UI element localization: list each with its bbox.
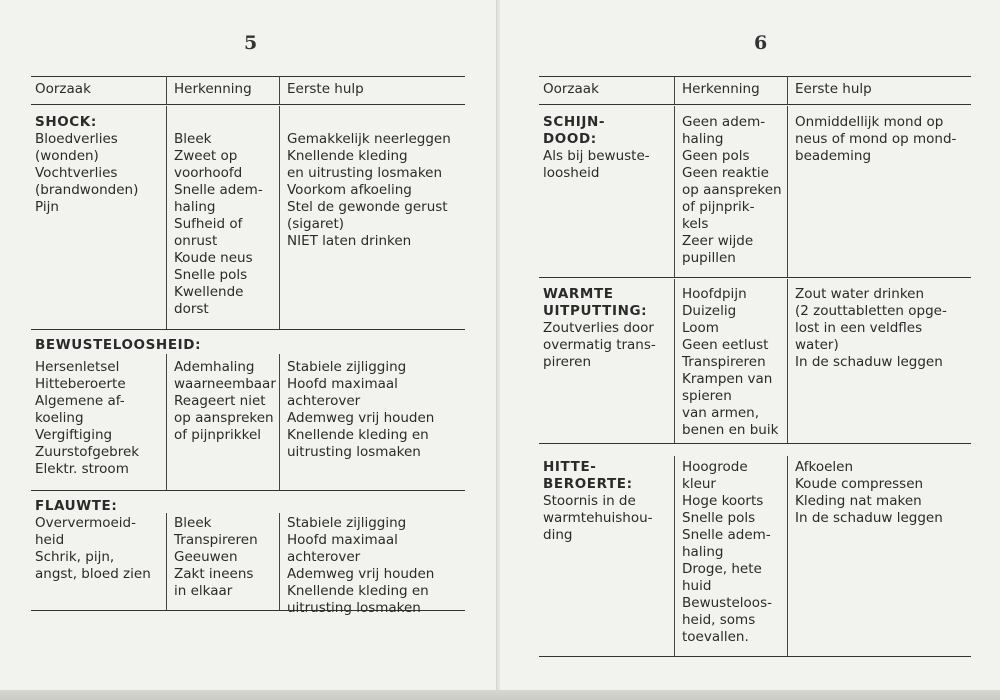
first-aid-table-right — [539, 76, 971, 661]
unconsciousness-recognition: Ademhaling waarneembaar Reageert niet op aanspreken of pijnprikkel — [174, 359, 276, 443]
section-title-shock: SHOCK: — [35, 114, 97, 130]
fainting-first-aid: Stabiele zijligging Hoofd maximaal achterover Ademweg vrij houden Knellende kleding en uitrusting losmaken — [287, 515, 435, 616]
section-title-apparent-death: SCHIJN- DOOD: — [543, 114, 606, 147]
page-bottom-edge — [0, 690, 1000, 700]
heat-exhaustion-first-aid: Zout water drinken (2 zouttabletten opge- lost in een veldfles water) In de schaduw leggen — [795, 286, 947, 370]
heat-exhaustion-cause: Zoutverlies door overmatig trans- pireren — [543, 320, 656, 370]
apparent-death-first-aid: Onmiddellijk mond op neus of mond op mond- beademing — [795, 114, 957, 164]
heat-exhaustion-recognition: Hoofdpijn Duizelig Loom Geen eetlust Transpireren Krampen van spieren van armen, benen en buik — [682, 286, 779, 438]
apparent-death-cause: Als bij bewuste- loosheid — [543, 148, 650, 181]
header-recognition: Herkenning — [174, 81, 252, 97]
left-page — [0, 0, 499, 700]
shock-recognition: Bleek Zweet op voorhoofd Snelle adem- haling Sufheid of onrust Koude neus Snelle pols Kwellende dorst — [174, 131, 263, 317]
heat-stroke-cause: Stoornis in de warmtehuishou- ding — [543, 493, 653, 543]
header-cause: Oorzaak — [35, 81, 91, 97]
section-title-heat-stroke: HITTE- BEROERTE: — [543, 459, 633, 492]
fainting-cause: Oververmoeid- heid Schrik, pijn, angst, bloed zien — [35, 515, 151, 582]
heat-stroke-first-aid: Afkoelen Koude compressen Kleding nat maken In de schaduw leggen — [795, 459, 943, 526]
section-title-unconsciousness: BEWUSTELOOSHEID: — [35, 337, 202, 353]
right-page — [500, 0, 1000, 700]
header-cause-right: Oorzaak — [543, 81, 599, 97]
header-first-aid: Eerste hulp — [287, 81, 364, 97]
unconsciousness-cause: Hersenletsel Hitteberoerte Algemene af- koeling Vergiftiging Zuurstofgebrek Elektr. stroom — [35, 359, 140, 477]
fainting-recognition: Bleek Transpireren Geeuwen Zakt ineens in elkaar — [174, 515, 258, 599]
page-number-left: 5 — [244, 32, 258, 54]
section-title-heat-exhaustion: WARMTE UITPUTTING: — [543, 286, 648, 319]
first-aid-table-left — [31, 76, 465, 636]
header-recognition-right: Herkenning — [682, 81, 760, 97]
shock-first-aid: Gemakkelijk neerleggen Knellende kleding en uitrusting losmaken Voorkom afkoeling Stel de gewonde gerust (sigaret) NIET laten drinken — [287, 131, 451, 249]
shock-cause: Bloedverlies (wonden) Vochtverlies (brandwonden) Pijn — [35, 131, 139, 215]
unconsciousness-first-aid: Stabiele zijligging Hoofd maximaal achterover Ademweg vrij houden Knellende kleding en uitrusting losmaken — [287, 359, 435, 460]
page-number-right: 6 — [754, 32, 768, 54]
header-first-aid-right: Eerste hulp — [795, 81, 872, 97]
section-title-fainting: FLAUWTE: — [35, 498, 118, 514]
heat-stroke-recognition: Hoogrode kleur Hoge koorts Snelle pols Snelle adem- haling Droge, hete huid Bewusteloos- heid, soms toevallen. — [682, 459, 772, 645]
apparent-death-recognition: Geen adem- haling Geen pols Geen reaktie op aanspreken of pijnprik- kels Zeer wijde pupillen — [682, 114, 782, 266]
